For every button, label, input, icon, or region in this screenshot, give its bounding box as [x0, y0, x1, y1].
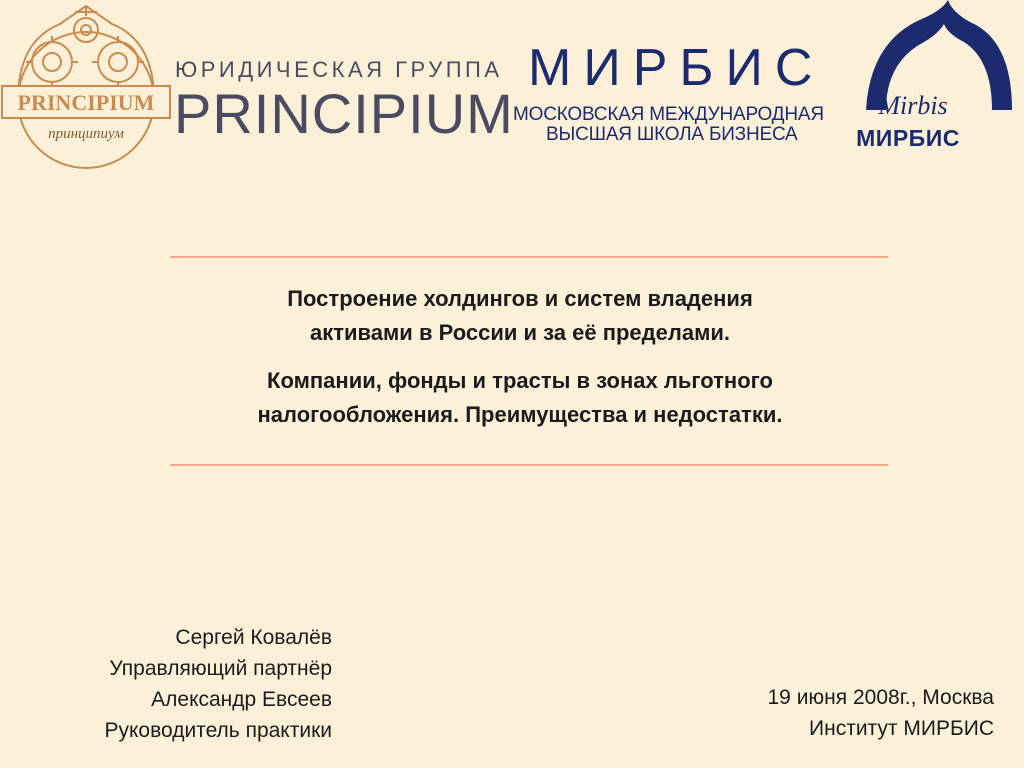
mirbis-title: МИРБИС — [528, 39, 825, 97]
title-line: активами в России и за её пределами. — [310, 320, 730, 345]
event-venue: Институт МИРБИС — [809, 717, 994, 740]
principium-name: PRINCIPIUM — [174, 82, 514, 145]
mirbis-subtitle-line1: МОСКОВСКАЯ МЕЖДУНАРОДНАЯ — [513, 104, 824, 125]
event-date-place: 19 июня 2008г., Москва — [767, 686, 994, 709]
event-block — [600, 682, 994, 744]
bottom-divider — [170, 464, 888, 466]
presentation-title — [120, 282, 920, 350]
author-role: Управляющий партнёр — [109, 657, 332, 680]
mirbis-logo-word: МИРБИС — [856, 125, 960, 151]
principium-emblem-logo — [0, 0, 172, 172]
mirbis-logo-script: Mirbis — [878, 91, 948, 120]
authors-block — [20, 622, 332, 746]
subtitle-line: налогообложения. Преимущества и недостатки. — [257, 402, 783, 427]
emblem-script-text: принципиум — [48, 126, 124, 142]
author-name: Александр Евсеев — [151, 688, 332, 711]
mirbis-subtitle-line2: ВЫСШАЯ ШКОЛА БИЗНЕСА — [546, 124, 798, 145]
emblem-banner-text: PRINCIPIUM — [17, 90, 155, 115]
author-name: Сергей Ковалёв — [175, 626, 332, 649]
presentation-subtitle — [120, 364, 920, 432]
principium-subtitle: ЮРИДИЧЕСКАЯ ГРУППА — [175, 57, 503, 82]
title-line: Построение холдингов и систем владения — [287, 286, 753, 311]
top-divider — [170, 256, 888, 258]
author-role: Руководитель практики — [104, 719, 332, 742]
subtitle-line: Компании, фонды и трасты в зонах льготного — [267, 368, 773, 393]
